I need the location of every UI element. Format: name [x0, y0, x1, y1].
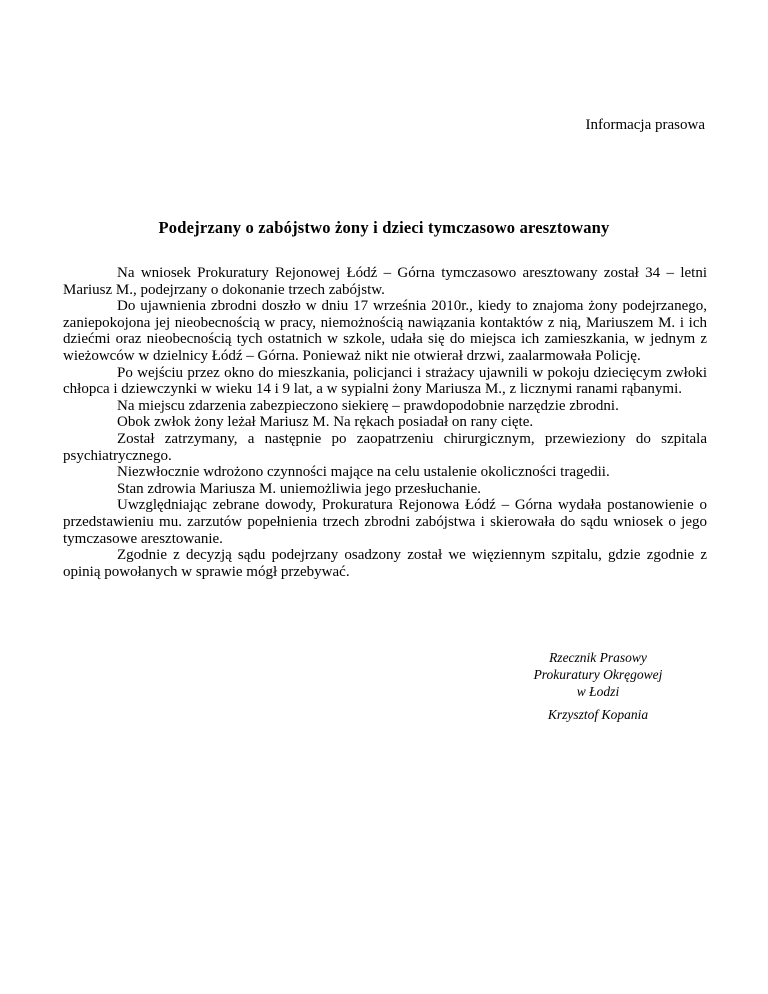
paragraph: Niezwłocznie wdrożono czynności mające na celu ustalenie okoliczności tragedii.	[117, 464, 610, 481]
paragraph: Uwzględniając zebrane dowody, Prokuratura Rejonowa Łódź – Górna wydała postanowienie o przedstawieniu mu. zarzutów popełnienia trzech zbrodni zabójstwa i skierowała do sądu wniosek o jego tymczasowe aresztowanie.	[63, 497, 707, 547]
paragraph: Zgodnie z decyzją sądu podejrzany osadzony został we więziennym szpitalu, gdzie zgodnie z opinią powołanych w sprawie mógł przebywać.	[63, 547, 707, 580]
signature-name: Krzysztof Kopania	[547, 707, 649, 722]
paragraph: Na miejscu zdarzenia zabezpieczono siekierę – prawdopodobnie narzędzie zbrodni.	[117, 397, 619, 414]
press-release-body	[63, 265, 707, 580]
signature-role-line: Prokuratury Okręgowej	[533, 667, 663, 682]
signature-role-line: w Łodzi	[576, 684, 620, 699]
paragraph: Do ujawnienia zbrodni doszło w dniu 17 września 2010r., kiedy to znajoma żony podejrzanego, zaniepokojona jej nieobecnością w pracy, niemożnością nawiązania kontaktów z nią, Mariuszem M. i ich dziećmi oraz nieobecnością tych ostatnich w szkole, udała się do miejsca ich zamieszkania, w jednym z wieżowców w dzielnicy Łódź – Górna. Ponieważ nikt nie otwierał drzwi, zaalarmowała Policję.	[63, 298, 707, 364]
signature-role-line: Rzecznik Prasowy	[549, 650, 647, 665]
paragraph: Został zatrzymany, a następnie po zaopatrzeniu chirurgicznym, przewieziony do szpitala psychiatrycznego.	[63, 430, 707, 464]
page-title: Podejrzany o zabójstwo żony i dzieci tymczasowo aresztowany	[158, 218, 610, 237]
paragraph: Obok zwłok żony leżał Mariusz M. Na rękach posiadał on rany cięte.	[117, 414, 534, 431]
paragraph: Stan zdrowia Mariusza M. uniemożliwia jego przesłuchanie.	[117, 480, 482, 497]
paragraph: Po wejściu przez okno do mieszkania, policjanci i strażacy ujawnili w pokoju dziecięcym zwłoki chłopca i dziewczynki w wieku 14 i 9 lat, a w sypialni żony Mariusza M., z licznymi ranami rąbanymi.	[63, 364, 707, 398]
signature-role	[508, 649, 688, 700]
document-type-label: Informacja prasowa	[585, 117, 705, 133]
paragraph: Na wniosek Prokuratury Rejonowej Łódź – Górna tymczasowo aresztowany został 34 – letni Mariusz M., podejrzany o dokonanie trzech zabójstw.	[63, 265, 707, 298]
